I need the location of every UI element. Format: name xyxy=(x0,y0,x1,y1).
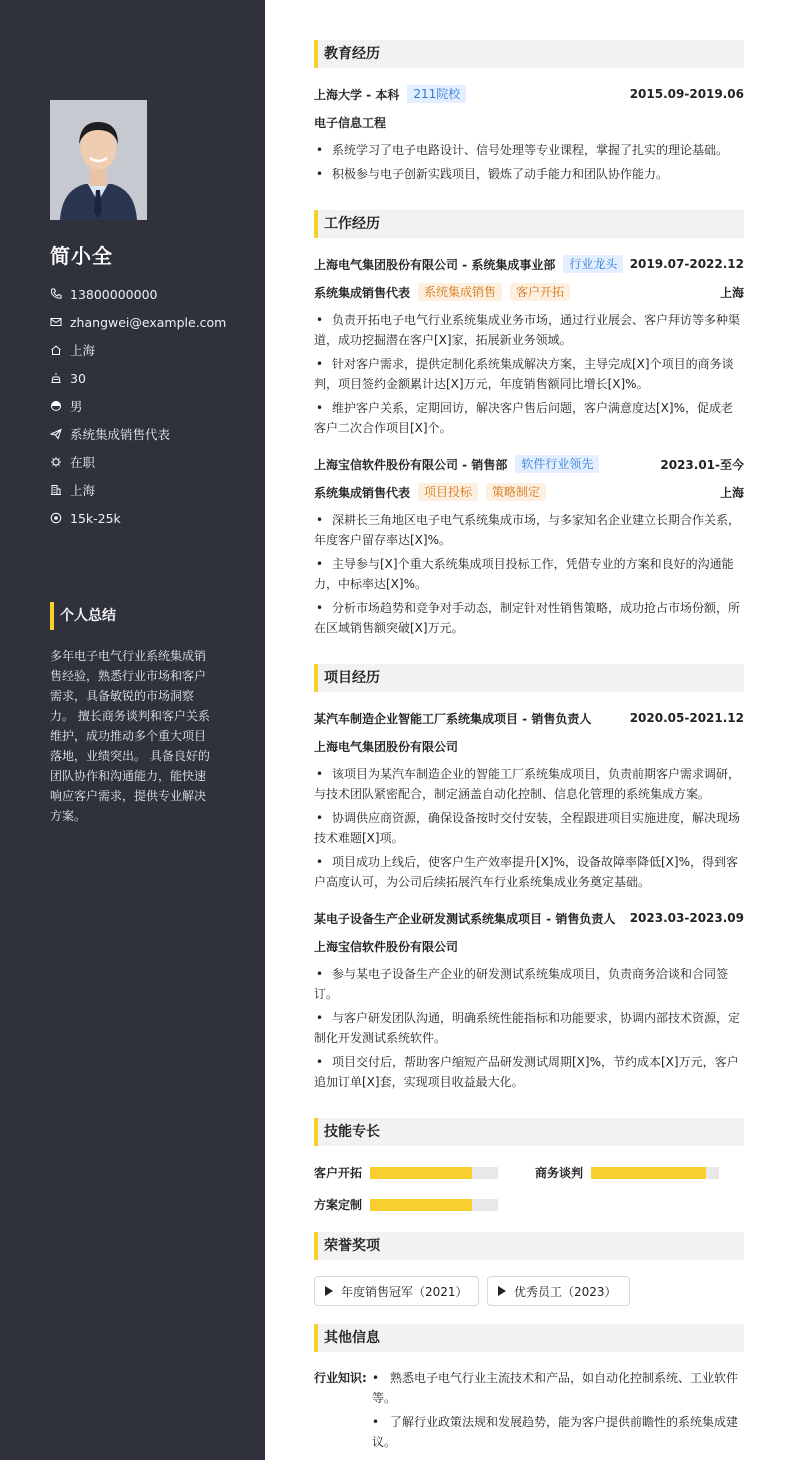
awards-heading: 荣誉奖项 xyxy=(314,1232,744,1260)
contact-position: 系统集成销售代表 xyxy=(50,420,250,448)
education-row xyxy=(314,84,744,104)
list-item: • 深耕长三角地区电子电气系统集成市场，与多家知名企业建立长期合作关系，年度客户留存率达[X]%。 xyxy=(314,513,741,547)
list-item: • 熟悉电子电气行业主流技术和产品，如自动化控制系统、工业软件等。 xyxy=(372,1371,739,1405)
other-heading: 其他信息 xyxy=(314,1324,744,1352)
skill-bar-fill xyxy=(591,1167,706,1179)
job-1-bullets xyxy=(314,310,744,442)
project-company: 上海宝信软件股份有限公司 xyxy=(314,939,459,954)
other-label: 行业知识: xyxy=(314,1371,367,1385)
award-item: 优秀员工（2023） xyxy=(487,1276,630,1306)
project-date: 2023.03-2023.09 xyxy=(629,911,744,925)
job-location: 上海 xyxy=(719,485,744,500)
contact-list xyxy=(50,280,250,532)
project-1-company xyxy=(314,736,744,756)
project-1-header xyxy=(314,708,744,728)
school-name: 上海大学 - 本科 xyxy=(314,87,400,102)
list-item: • 项目交付后，帮助客户缩短产品研发测试周期[X]%，节约成本[X]万元，客户追加订单[X]套，实现项目收益最大化。 xyxy=(314,1055,739,1089)
contact-status: 在职 xyxy=(50,448,250,476)
skill-item: 商务谈判 xyxy=(535,1164,719,1181)
project-name: 某电子设备生产企业研发测试系统集成项目 - 销售负责人 xyxy=(314,911,616,926)
education-bullets xyxy=(314,140,744,188)
skill-tag: 客户开拓 xyxy=(510,283,570,301)
phone-icon xyxy=(50,288,62,300)
sidebar xyxy=(0,0,265,1460)
list-item: • 该项目为某汽车制造企业的智能工厂系统集成项目，负责前期客户需求调研，与技术团队紧密配合，制定涵盖自动化控制、信息化管理的系统集成方案。 xyxy=(314,767,741,801)
list-item: • 参与某电子设备生产企业的研发测试系统集成项目，负责商务洽谈和合同签订。 xyxy=(314,967,729,1001)
list-item: • 项目成功上线后，使客户生产效率提升[X]%，设备故障率降低[X]%，得到客户高度认可，为公司后续拓展汽车行业系统集成业务奠定基础。 xyxy=(314,855,738,889)
status-icon xyxy=(50,456,62,468)
home-icon xyxy=(50,344,62,356)
list-item: • 维护客户关系，定期回访，解决客户售后问题，客户满意度达[X]%，促成老客户二次合作项目[X]个。 xyxy=(314,401,733,435)
project-company: 上海电气集团股份有限公司 xyxy=(314,739,459,754)
projects-heading: 项目经历 xyxy=(314,664,744,692)
candidate-name: 简小全 xyxy=(50,244,113,268)
contact-work-city: 上海 xyxy=(50,476,250,504)
skill-bar xyxy=(370,1199,498,1211)
job-2-role xyxy=(314,482,744,502)
building-icon xyxy=(50,484,62,496)
job-2-bullets xyxy=(314,510,744,642)
list-item: • 了解行业政策法规和发展趋势，能为客户提供前瞻性的系统集成建议。 xyxy=(372,1415,739,1449)
company-tag: 软件行业领先 xyxy=(515,455,599,473)
company-tag: 行业龙头 xyxy=(563,255,623,273)
job-location: 上海 xyxy=(719,285,744,300)
contact-email: zhangwei@example.com xyxy=(50,308,250,336)
job-1-role xyxy=(314,282,744,302)
project-name: 某汽车制造企业智能工厂系统集成项目 - 销售负责人 xyxy=(314,711,592,726)
summary-heading: 个人总结 xyxy=(50,602,116,630)
company-name: 上海电气集团股份有限公司 - 系统集成事业部 xyxy=(314,257,556,272)
education-heading: 教育经历 xyxy=(314,40,744,68)
triangle-icon xyxy=(498,1286,506,1296)
job-1-header xyxy=(314,254,744,274)
education-date: 2015.09-2019.06 xyxy=(629,87,744,101)
skill-tag: 策略制定 xyxy=(486,483,546,501)
skill-bar-fill xyxy=(370,1199,472,1211)
list-item: • 主导参与[X]个重大系统集成项目投标工作，凭借专业的方案和良好的沟通能力，中标率达[X]%。 xyxy=(314,557,734,591)
skill-tag: 项目投标 xyxy=(418,483,478,501)
list-item: • 分析市场趋势和竞争对手动态，制定针对性销售策略，成功抢占市场份额，所在区域销售额突破[X]万元。 xyxy=(314,601,741,635)
award-item: 年度销售冠军（2021） xyxy=(314,1276,479,1306)
skill-item: 客户开拓 xyxy=(314,1164,498,1181)
mail-icon xyxy=(50,316,62,328)
role: 系统集成销售代表 xyxy=(314,285,411,300)
skill-bar xyxy=(591,1167,719,1179)
contact-gender: 男 xyxy=(50,392,250,420)
project-2-company xyxy=(314,936,744,956)
summary-text: 多年电子电气行业系统集成销售经验，熟悉行业市场和客户需求，具备敏锐的市场洞察力。 擅长商务谈判和客户关系维护，成功推动多个重大项目落地，业绩突出。 具备良好的团队协作和沟通能力，能快速响应客户需求，提供专业解决方案。 xyxy=(50,649,210,823)
list-item: • 负责开拓电子电气行业系统集成业务市场，通过行业展会、客户拜访等多种渠道，成功挖掘潜在客户[X]家，拓展新业务领域。 xyxy=(314,313,741,347)
list-item: • 协调供应商资源，确保设备按时交付安装，全程跟进项目实施进度，解决现场技术难题[X]项。 xyxy=(314,811,741,845)
avatar xyxy=(50,100,147,220)
job-date: 2023.01-至今 xyxy=(660,457,744,472)
skill-bar xyxy=(370,1167,498,1179)
company-name: 上海宝信软件股份有限公司 - 销售部 xyxy=(314,457,508,472)
contact-phone: 13800000000 xyxy=(50,280,250,308)
list-item: • 针对客户需求，提供定制化系统集成解决方案，主导完成[X]个项目的商务谈判，项目签约金额累计达[X]万元，年度销售额同比增长[X]%。 xyxy=(314,357,734,391)
project-date: 2020.05-2021.12 xyxy=(629,711,744,725)
project-1-bullets xyxy=(314,764,744,896)
list-item: • 积极参与电子创新实践项目，锻炼了动手能力和团队协作能力。 xyxy=(316,167,669,181)
contact-age: 30 xyxy=(50,364,250,392)
send-icon xyxy=(50,428,62,440)
school-tag: 211院校 xyxy=(407,85,466,103)
role: 系统集成销售代表 xyxy=(314,485,411,500)
age-icon xyxy=(50,372,62,384)
gender-icon xyxy=(50,400,62,412)
skill-tag: 系统集成销售 xyxy=(418,283,502,301)
contact-salary: 15k-25k xyxy=(50,504,250,532)
project-2-header xyxy=(314,908,744,928)
project-2-bullets xyxy=(314,964,744,1096)
skills-heading: 技能专长 xyxy=(314,1118,744,1146)
skill-bar-fill xyxy=(370,1167,472,1179)
other-bullets xyxy=(372,1368,744,1456)
contact-city: 上海 xyxy=(50,336,250,364)
job-date: 2019.07-2022.12 xyxy=(629,257,744,271)
job-2-header xyxy=(314,454,744,474)
list-item: • 系统学习了电子电路设计、信号处理等专业课程，掌握了扎实的理论基础。 xyxy=(316,143,729,157)
list-item: • 与客户研发团队沟通，明确系统性能指标和功能要求，协调内部技术资源，定制化开发测试系统软件。 xyxy=(314,1011,741,1045)
skill-item: 方案定制 xyxy=(314,1196,498,1213)
salary-icon xyxy=(50,512,62,524)
triangle-icon xyxy=(325,1286,333,1296)
major: 电子信息工程 xyxy=(314,115,387,130)
major-row xyxy=(314,112,744,132)
work-heading: 工作经历 xyxy=(314,210,744,238)
